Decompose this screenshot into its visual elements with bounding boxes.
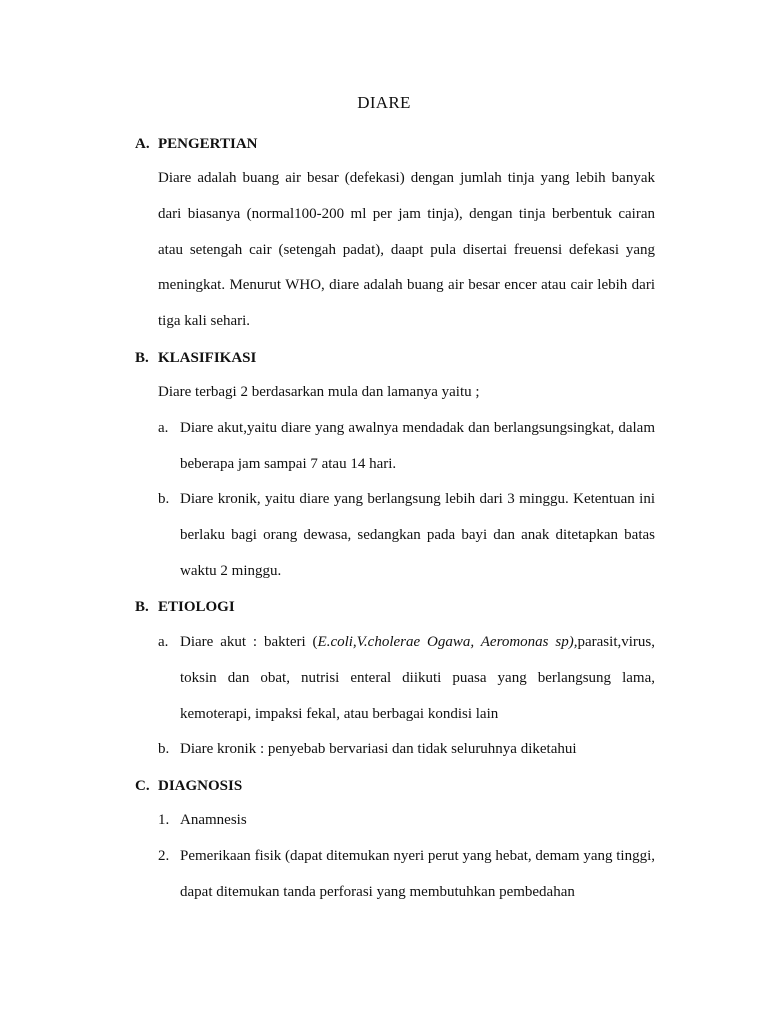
list-marker: a. [158,634,169,650]
list-item [158,625,655,732]
list-item-text: Diare akut,yaitu diare yang awalnya mendadak dan berlangsungsingkat, dalam beberapa jam sampai 7 atau 14 hari. [180,420,655,472]
list-item-text: Diare kronik : penyebab bervariasi dan tidak seluruhnya diketahui [180,741,577,757]
section-heading-pengertian [135,134,675,154]
bacteria-names: E.coli,V.cholerae Ogawa, Aeromonas sp), [317,634,578,650]
list-item [158,803,655,839]
etiologi-text-before: Diare akut : bakteri ( [180,634,318,650]
list-item-text: Diare kronik, yaitu diare yang berlangsung lebih dari 3 minggu. Ketentuan ini berlaku bagi orang dewasa, sedangkan pada bayi dan anak ditetapkan batas waktu 2 minggu. [180,491,655,579]
section-title: PENGERTIAN [158,136,258,152]
document-title: DIARE [357,93,411,112]
list-marker: b. [158,741,170,757]
list-item-text [180,625,655,732]
list-item [158,411,655,483]
list-item [158,482,655,589]
list-item-text: Pemerikaan fisik (dapat ditemukan nyeri perut yang hebat, demam yang tinggi, dapat ditemukan tanda perforasi yang membutuhkan pembedahan [180,848,655,900]
section-title: DIAGNOSIS [158,778,243,794]
section-heading-klasifikasi [135,348,675,368]
list-item-text: Anamnesis [180,812,247,828]
section-number: B. [135,599,149,615]
pengertian-paragraph: Diare adalah buang air besar (defekasi) dengan jumlah tinja yang lebih banyak dari biasanya (normal100-200 ml per jam tinja), dengan tinja berbentuk cairan atau setengah cair (setengah padat), daapt pula disertai freuensi defekasi yang meningkat. Menurut WHO, diare adalah buang air besar encer atau cair lebih dari tiga kali sehari. [158,170,655,330]
section-number: C. [135,778,150,794]
section-title: ETIOLOGI [158,599,235,615]
klasifikasi-intro: Diare terbagi 2 berdasarkan mula dan lamanya yaitu ; [158,384,480,400]
section-number: A. [135,136,150,152]
etiologi-text-after: parasit,virus, toksin dan obat, nutrisi enteral diikuti puasa yang berlangsung lama, kemoterapi, impaksi fekal, atau berbagai kondisi lain [180,634,655,722]
section-title: KLASIFIKASI [158,350,257,366]
list-item [158,839,655,911]
list-marker: b. [158,491,170,507]
section-number: B. [135,350,149,366]
list-marker: a. [158,420,169,436]
section-heading-etiologi [135,597,675,617]
list-item [158,732,655,768]
list-marker: 2. [158,848,170,864]
section-heading-diagnosis [135,776,675,796]
list-marker: 1. [158,812,170,828]
